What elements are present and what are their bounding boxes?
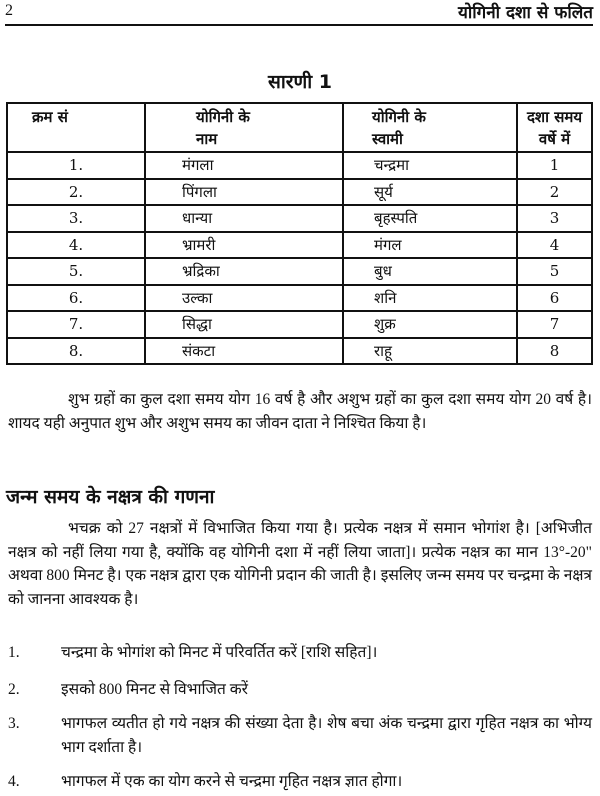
column-header-line: योगिनी के	[372, 108, 426, 126]
cell-lord: चन्द्रमा	[343, 152, 517, 179]
cell-lord: सूर्य	[343, 179, 517, 206]
column-header-line: योगिनी के	[196, 108, 250, 126]
column-header-yogini-name	[145, 103, 343, 152]
step-number: 1.	[8, 644, 20, 661]
cell-lord: शनि	[343, 285, 517, 312]
cell-years: 5	[517, 258, 592, 285]
cell-yogini: भ्रद्रिका	[145, 258, 343, 285]
cell-lord: बुध	[343, 258, 517, 285]
cell-serial: 5.	[7, 258, 145, 285]
table-row	[7, 311, 592, 338]
step-number: 2.	[8, 681, 20, 698]
step-item	[8, 678, 592, 702]
cell-yogini: पिंगला	[145, 179, 343, 206]
paragraph-nakshatra: भचक्र को 27 नक्षत्रों में विभाजित किया गया है। प्रत्येक नक्षत्र में समान भोगांश है। [अभिजीत नक्षत्र को नहीं लिया गया है, क्योंकि वह योगिनी दशा में नहीं लिया जाता]। प्रत्येक नक्षत्र का मान 13°-20" अथवा 800 मिनट है। एक नक्षत्र द्वारा एक योगिनी प्रदान की जाती है। इसलिए जन्म समय पर चन्द्रमा के नक्षत्र को जानना आवश्यक है।	[8, 520, 592, 608]
cell-lord: शुक्र	[343, 311, 517, 338]
cell-yogini: उल्का	[145, 285, 343, 312]
cell-serial: 1.	[7, 152, 145, 179]
cell-serial: 8.	[7, 338, 145, 365]
column-header-line: दशा समय	[526, 108, 583, 126]
step-item	[8, 641, 592, 665]
cell-yogini: मंगला	[145, 152, 343, 179]
cell-yogini: भ्रामरी	[145, 232, 343, 259]
cell-years: 1	[517, 152, 592, 179]
table-body	[7, 152, 592, 364]
cell-lord: राहू	[343, 338, 517, 365]
table-title: सारणी 1	[267, 71, 333, 93]
table-row	[7, 152, 592, 179]
yogini-table	[6, 102, 593, 365]
table-row	[7, 232, 592, 259]
cell-yogini: सिद्धा	[145, 311, 343, 338]
table-header-row	[7, 103, 592, 152]
cell-years: 2	[517, 179, 592, 206]
column-header-line: क्रम सं	[32, 108, 68, 126]
step-text: भागफल व्यतीत हो गये नक्षत्र की संख्या देता है। शेष बचा अंक चन्द्रमा द्वारा गृहित नक्षत्र का भोग्य भाग दर्शाता है।	[61, 715, 592, 756]
table-row	[7, 285, 592, 312]
cell-serial: 3.	[7, 205, 145, 232]
step-number: 4.	[8, 773, 20, 790]
cell-years: 3	[517, 205, 592, 232]
table-row	[7, 179, 592, 206]
cell-years: 6	[517, 285, 592, 312]
section-heading: जन्म समय के नक्षत्र की गणना	[6, 486, 215, 508]
column-header-line: वर्षे में	[538, 130, 571, 148]
cell-serial: 7.	[7, 311, 145, 338]
column-header-yogini-lord	[343, 103, 517, 152]
table-row	[7, 338, 592, 365]
column-header-line: स्वामी	[372, 130, 403, 148]
column-header-dasha-years	[517, 103, 592, 152]
cell-yogini: धान्या	[145, 205, 343, 232]
step-text: इसको 800 मिनट से विभाजित करें	[61, 681, 248, 698]
step-number: 3.	[8, 715, 20, 732]
cell-lord: मंगल	[343, 232, 517, 259]
column-header-serial	[7, 103, 145, 152]
cell-years: 8	[517, 338, 592, 365]
cell-years: 7	[517, 311, 592, 338]
cell-lord: बृहस्पति	[343, 205, 517, 232]
step-item	[8, 712, 592, 759]
cell-yogini: संकटा	[145, 338, 343, 365]
step-text: भागफल में एक का योग करने से चन्द्रमा गृहित नक्षत्र ज्ञात होगा।	[61, 773, 403, 790]
cell-serial: 6.	[7, 285, 145, 312]
cell-years: 4	[517, 232, 592, 259]
cell-serial: 2.	[7, 179, 145, 206]
page-number: 2	[5, 2, 13, 19]
paragraph-dasha-summary: शुभ ग्रहों का कुल दशा समय योग 16 वर्ष है और अशुभ ग्रहों का कुल दशा समय योग 20 वर्ष है। शायद यही अनुपात शुभ और अशुभ समय का जीवन दाता ने निश्चित किया है।	[8, 391, 592, 432]
page-header	[5, 0, 593, 26]
table-row	[7, 258, 592, 285]
cell-serial: 4.	[7, 232, 145, 259]
column-header-line: नाम	[196, 130, 218, 148]
step-item	[8, 770, 592, 794]
step-text: चन्द्रमा के भोगांश को मिनट में परिवर्तित करें [राशि सहित]।	[61, 644, 378, 661]
table-row	[7, 205, 592, 232]
running-title: योगिनी दशा से फलित	[457, 3, 593, 23]
